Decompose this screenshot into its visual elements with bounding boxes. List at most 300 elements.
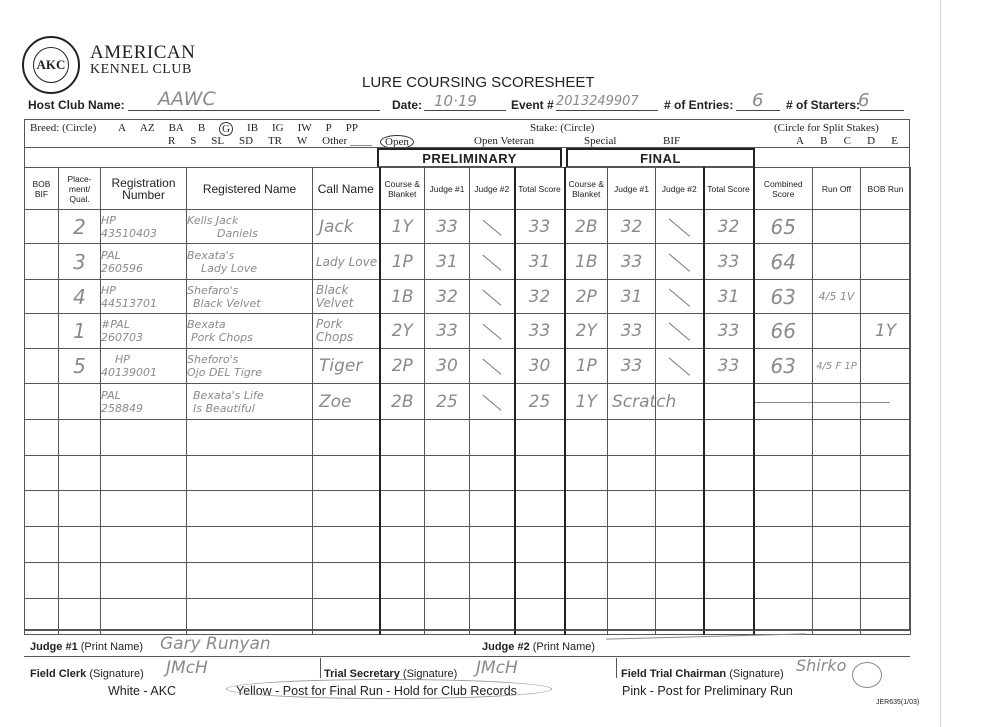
col-p-course: Course & Blanket: [380, 168, 425, 210]
breed-option[interactable]: A: [118, 122, 126, 134]
p-course-cell[interactable]: 2B: [380, 384, 425, 420]
split-label: (Circle for Split Stakes): [774, 122, 879, 134]
table-row: [25, 210, 911, 244]
strike-mark: [669, 253, 690, 271]
f-judge2-cell[interactable]: [656, 210, 704, 244]
f-total-cell[interactable]: [704, 384, 754, 420]
akc-logo: [22, 36, 80, 94]
f-judge1-cell[interactable]: 31: [608, 280, 656, 314]
breed-option[interactable]: IG: [272, 122, 284, 134]
f-total-cell[interactable]: [704, 563, 754, 599]
name-line1: Bexata's Life: [193, 388, 264, 402]
copy-yellow: Yellow - Post for Final Run - Hold for Club Records: [236, 684, 517, 698]
reg-cell[interactable]: [101, 491, 187, 527]
name-line2: Lady Love: [201, 261, 257, 275]
f-total-cell[interactable]: [704, 527, 754, 563]
p-course-cell[interactable]: [380, 420, 425, 456]
p-total-cell[interactable]: 32: [515, 280, 565, 314]
reg-number: 258849: [101, 401, 143, 415]
copy-yellow-circle: [226, 679, 552, 699]
place-cell[interactable]: 1: [59, 314, 101, 349]
reg-prefix: #PAL: [101, 318, 130, 331]
p-total-cell[interactable]: 31: [515, 244, 565, 280]
p-course-cell[interactable]: [380, 491, 425, 527]
chairman-signature[interactable]: Shirko: [796, 656, 847, 675]
host-club-line: [128, 110, 380, 111]
breed-option[interactable]: BA: [168, 122, 184, 134]
combined-cell[interactable]: [754, 456, 813, 491]
bob-cell[interactable]: [25, 210, 59, 244]
runoff-cell[interactable]: [813, 563, 861, 599]
reg-cell[interactable]: [101, 384, 187, 420]
table-row-empty: [25, 420, 911, 456]
reg-cell[interactable]: [101, 420, 187, 456]
stake-option-bif[interactable]: BIF: [663, 135, 681, 147]
f-judge2-cell[interactable]: [656, 244, 704, 280]
col-p-judge1: Judge #1: [425, 168, 470, 210]
p-judge2-cell[interactable]: [470, 349, 515, 384]
bobrun-cell[interactable]: [861, 563, 911, 599]
name-line1: Bexata's: [187, 248, 235, 262]
split-options: [796, 135, 898, 147]
name-cell[interactable]: [187, 527, 313, 563]
call-cell[interactable]: Lady Love: [313, 244, 380, 280]
judge1-name-value[interactable]: Gary Runyan: [160, 634, 271, 654]
bob-cell[interactable]: [25, 420, 59, 456]
org-name-line1: AMERICAN: [90, 42, 196, 63]
f-course-cell[interactable]: 1P: [565, 349, 608, 384]
reg-cell[interactable]: [101, 456, 187, 491]
combined-cell[interactable]: 63: [754, 280, 813, 314]
p-total-cell[interactable]: 33: [515, 210, 565, 244]
footer-divider-2: [24, 656, 910, 657]
col-bobrun: BOB Run: [861, 168, 911, 210]
breed-option[interactable]: SD: [238, 135, 254, 147]
name-cell[interactable]: [187, 420, 313, 456]
place-cell[interactable]: 3: [59, 244, 101, 280]
name-line1: Sheforo's: [187, 353, 239, 366]
f-judge2-cell[interactable]: [656, 420, 704, 456]
call-cell[interactable]: [313, 491, 380, 527]
final-header: FINAL: [566, 148, 755, 167]
call-cell[interactable]: [313, 420, 380, 456]
breed-option[interactable]: W: [296, 135, 308, 147]
place-cell[interactable]: [59, 456, 101, 491]
judge2-block: [482, 641, 595, 653]
p-course-cell[interactable]: 1Y: [380, 210, 425, 244]
name-cell[interactable]: [187, 244, 313, 280]
p-judge1-cell[interactable]: [425, 563, 470, 599]
bobrun-cell[interactable]: [861, 491, 911, 527]
judge1-label: Judge #1: [30, 641, 78, 653]
place-cell[interactable]: 2: [59, 210, 101, 244]
clerk-signature[interactable]: JMcH: [166, 658, 208, 678]
call-cell[interactable]: [313, 527, 380, 563]
name-line2: Is Beautiful: [193, 401, 255, 415]
name-cell[interactable]: [187, 563, 313, 599]
reg-cell[interactable]: [101, 314, 187, 349]
runoff-cell[interactable]: [813, 244, 861, 280]
runoff-cell[interactable]: [813, 314, 861, 349]
reg-number: 40139001: [101, 366, 157, 379]
runoff-cell[interactable]: [813, 527, 861, 563]
f-course-cell[interactable]: 2B: [565, 210, 608, 244]
host-club-value: AAWC: [158, 88, 216, 110]
name-cell[interactable]: [187, 456, 313, 491]
breed-option[interactable]: R: [168, 135, 176, 147]
judge1-block: [30, 641, 143, 653]
name-line1: Kells Jack: [187, 213, 239, 227]
name-line1: Shefaro's: [187, 283, 239, 297]
runoff-cell[interactable]: [813, 210, 861, 244]
f-judge2-cell[interactable]: [656, 491, 704, 527]
reg-number: 260703: [101, 331, 143, 344]
col-f-judge1: Judge #1: [608, 168, 656, 210]
breed-option[interactable]: Other ____: [322, 135, 372, 147]
p-judge2-cell[interactable]: [470, 314, 515, 349]
f-judge2-cell[interactable]: [656, 527, 704, 563]
bobrun-cell[interactable]: [861, 384, 911, 420]
p-total-cell[interactable]: [515, 420, 565, 456]
call-cell[interactable]: Jack: [313, 210, 380, 244]
p-judge2-cell[interactable]: [470, 563, 515, 599]
reg-number: 44513701: [101, 296, 157, 310]
combined-cell[interactable]: [754, 420, 813, 456]
p-judge2-cell[interactable]: [470, 491, 515, 527]
col-f-course: Course & Blanket: [565, 168, 608, 210]
runoff-cell[interactable]: [813, 384, 861, 420]
f-judge1-cell[interactable]: [608, 563, 656, 599]
p-judge1-cell[interactable]: 33: [425, 210, 470, 244]
table-row: [25, 314, 911, 349]
call-cell[interactable]: Pork Chops: [313, 314, 380, 349]
name-cell[interactable]: [187, 314, 313, 349]
col-reg: Registration Number: [101, 168, 187, 210]
runoff-cell[interactable]: 4/5 1V: [813, 280, 861, 314]
p-judge1-cell[interactable]: [425, 420, 470, 456]
p-total-cell[interactable]: 30: [515, 349, 565, 384]
f-total-cell[interactable]: 32: [704, 210, 754, 244]
name-line2: Daniels: [217, 226, 258, 240]
col-call: Call Name: [313, 168, 380, 210]
strike-mark: [482, 289, 501, 305]
name-line1: Bexata: [187, 318, 226, 331]
breed-row1: [118, 122, 358, 136]
runoff-cell[interactable]: [813, 420, 861, 456]
name-line2: Ojo DEL Tigre: [187, 366, 263, 379]
f-judge2-cell[interactable]: [656, 314, 704, 349]
bobrun-cell[interactable]: [861, 210, 911, 244]
breed-option[interactable]: SL: [211, 135, 225, 147]
f-judge1-cell[interactable]: 33: [608, 314, 656, 349]
name-line2: Pork Chops: [191, 331, 253, 344]
breed-option[interactable]: TR: [267, 135, 282, 147]
bobrun-cell[interactable]: [861, 349, 911, 384]
combined-cell[interactable]: 63: [754, 349, 813, 384]
form-code: JER635(1/03): [876, 699, 920, 706]
reg-cell[interactable]: [101, 244, 187, 280]
scratch-line: [861, 402, 890, 403]
reg-prefix: PAL: [101, 248, 121, 262]
table-row-empty: [25, 491, 911, 527]
header-row: [25, 168, 911, 210]
event-label: Event #: [511, 98, 554, 112]
bob-cell[interactable]: [25, 384, 59, 420]
akc-logo-center: AKC: [33, 47, 69, 83]
p-judge1-cell[interactable]: 31: [425, 244, 470, 280]
p-course-cell[interactable]: [380, 563, 425, 599]
combined-cell[interactable]: 65: [754, 210, 813, 244]
bob-cell[interactable]: [25, 527, 59, 563]
breed-option[interactable]: PP: [345, 122, 358, 134]
p-total-cell[interactable]: [515, 491, 565, 527]
runoff-cell[interactable]: [813, 456, 861, 491]
call-cell[interactable]: Tiger: [313, 349, 380, 384]
place-cell[interactable]: 5: [59, 349, 101, 384]
chairman-hint: (Signature): [729, 668, 784, 680]
p-course-cell[interactable]: 1P: [380, 244, 425, 280]
p-total-cell[interactable]: [515, 563, 565, 599]
stake-option-open-veteran[interactable]: Open Veteran: [474, 135, 534, 147]
scratch-line: [813, 402, 860, 403]
stake-option-open[interactable]: Open: [380, 135, 414, 149]
secretary-hint: (Signature): [402, 668, 458, 680]
f-course-cell[interactable]: 1B: [565, 244, 608, 280]
sig-divider-1: [320, 658, 321, 678]
score-table: [24, 167, 911, 635]
runoff-cell[interactable]: [813, 491, 861, 527]
split-option[interactable]: A: [796, 135, 804, 147]
breed-row2: [168, 135, 372, 147]
bobrun-cell[interactable]: [861, 527, 911, 563]
clerk-block: [30, 668, 144, 680]
breed-option[interactable]: B: [197, 122, 206, 134]
bobrun-cell[interactable]: [861, 420, 911, 456]
name-cell[interactable]: [187, 210, 313, 244]
p-course-cell[interactable]: [380, 527, 425, 563]
f-total-cell[interactable]: 33: [704, 349, 754, 384]
f-judge1-cell[interactable]: 32: [608, 210, 656, 244]
f-course-cell[interactable]: 1Y: [565, 384, 608, 420]
strike-mark: [669, 323, 690, 341]
starters-label: # of Starters:: [786, 98, 861, 112]
bob-cell[interactable]: [25, 491, 59, 527]
name-cell[interactable]: [187, 280, 313, 314]
p-judge1-cell[interactable]: 25: [425, 384, 470, 420]
p-judge2-cell[interactable]: [470, 456, 515, 491]
f-judge1-cell[interactable]: [608, 527, 656, 563]
reg-number: 43510403: [101, 226, 157, 240]
name-cell[interactable]: [187, 491, 313, 527]
bob-cell[interactable]: [25, 456, 59, 491]
reg-prefix: PAL: [101, 388, 121, 402]
combined-cell[interactable]: [754, 527, 813, 563]
f-total-cell[interactable]: 31: [704, 280, 754, 314]
f-judge2-cell[interactable]: [656, 280, 704, 314]
bob-cell[interactable]: [25, 314, 59, 349]
col-runoff: Run Off: [813, 168, 861, 210]
call-cell[interactable]: [313, 563, 380, 599]
f-judge1-cell[interactable]: Scratch: [608, 384, 656, 420]
f-course-cell[interactable]: [565, 563, 608, 599]
p-course-cell[interactable]: 1B: [380, 280, 425, 314]
footer-divider: [24, 630, 910, 631]
breed-label: Breed: (Circle): [30, 122, 97, 134]
combined-cell[interactable]: [754, 384, 813, 420]
bob-cell[interactable]: [25, 280, 59, 314]
bob-cell[interactable]: [25, 349, 59, 384]
col-bob: BOB BIF: [25, 168, 59, 210]
p-judge2-cell[interactable]: [470, 384, 515, 420]
combined-cell[interactable]: [754, 563, 813, 599]
combined-cell[interactable]: 66: [754, 314, 813, 349]
p-course-cell[interactable]: 2P: [380, 349, 425, 384]
table-row: [25, 244, 911, 280]
bobrun-cell[interactable]: 1Y: [861, 314, 911, 349]
place-cell[interactable]: [59, 527, 101, 563]
bobrun-cell[interactable]: [861, 280, 911, 314]
strike-mark: [482, 394, 501, 410]
f-course-cell[interactable]: [565, 527, 608, 563]
reg-cell[interactable]: [101, 280, 187, 314]
p-total-cell[interactable]: 25: [515, 384, 565, 420]
f-total-cell[interactable]: [704, 420, 754, 456]
p-judge2-cell[interactable]: [470, 280, 515, 314]
split-option[interactable]: C: [843, 135, 851, 147]
breed-option[interactable]: S: [190, 135, 197, 147]
place-cell[interactable]: [59, 563, 101, 599]
p-judge1-cell[interactable]: [425, 491, 470, 527]
f-judge1-cell[interactable]: [608, 491, 656, 527]
f-course-cell[interactable]: [565, 491, 608, 527]
strike-mark: [482, 324, 501, 340]
f-judge1-cell[interactable]: [608, 420, 656, 456]
call-cell[interactable]: Black Velvet: [313, 280, 380, 314]
judge2-label: Judge #2: [482, 641, 530, 653]
f-total-cell[interactable]: [704, 456, 754, 491]
p-judge1-cell[interactable]: 30: [425, 349, 470, 384]
p-total-cell[interactable]: [515, 527, 565, 563]
reg-cell[interactable]: [101, 349, 187, 384]
strike-mark: [669, 288, 690, 306]
p-total-cell[interactable]: [515, 456, 565, 491]
reg-prefix: HP: [115, 353, 130, 366]
f-judge2-cell[interactable]: [656, 563, 704, 599]
split-option[interactable]: B: [820, 135, 828, 147]
place-cell[interactable]: [59, 384, 101, 420]
col-f-judge2: Judge #2: [656, 168, 704, 210]
name-cell[interactable]: [187, 349, 313, 384]
breed-option-circled[interactable]: G: [219, 122, 233, 136]
starters-value: 6: [858, 90, 870, 111]
clerk-label: Field Clerk: [30, 668, 87, 680]
f-judge1-cell[interactable]: 33: [608, 349, 656, 384]
f-total-cell[interactable]: [704, 491, 754, 527]
p-course-cell[interactable]: [380, 456, 425, 491]
split-option[interactable]: E: [891, 135, 898, 147]
breed-option[interactable]: IW: [297, 122, 312, 134]
place-cell[interactable]: [59, 420, 101, 456]
strike-mark: [669, 358, 690, 376]
date-label: Date:: [392, 98, 423, 112]
table-row-empty: [25, 456, 911, 491]
split-option[interactable]: D: [867, 135, 876, 147]
f-judge2-cell[interactable]: [656, 456, 704, 491]
bobrun-cell[interactable]: [861, 244, 911, 280]
f-course-cell[interactable]: [565, 420, 608, 456]
f-course-cell[interactable]: [565, 456, 608, 491]
call-cell[interactable]: [313, 456, 380, 491]
strike-mark: [482, 254, 501, 270]
f-course-cell[interactable]: 2Y: [565, 314, 608, 349]
entries-value: 6: [752, 90, 764, 111]
breed-option[interactable]: P: [325, 122, 332, 134]
date-value: 10·19: [434, 92, 477, 110]
secretary-signature[interactable]: JMcH: [476, 658, 518, 678]
call-cell[interactable]: Zoe: [313, 384, 380, 420]
judge2-hint: (Print Name): [532, 641, 596, 653]
copy-pink: Pink - Post for Preliminary Run: [622, 684, 793, 698]
preliminary-header: PRELIMINARY: [377, 148, 562, 167]
reg-prefix: HP: [101, 283, 116, 297]
stake-option-special[interactable]: Special: [584, 135, 617, 147]
p-judge2-cell[interactable]: [470, 527, 515, 563]
chairman-block: [621, 668, 784, 680]
p-judge2-cell[interactable]: [470, 210, 515, 244]
breed-option[interactable]: AZ: [139, 122, 155, 134]
p-judge2-cell[interactable]: [470, 244, 515, 280]
p-judge1-cell[interactable]: [425, 527, 470, 563]
col-place: Place-ment/ Qual.: [59, 168, 101, 210]
p-course-cell[interactable]: 2Y: [380, 314, 425, 349]
breed-option[interactable]: IB: [247, 122, 259, 134]
reg-cell[interactable]: [101, 563, 187, 599]
col-combined: Combined Score: [754, 168, 813, 210]
p-total-cell[interactable]: 33: [515, 314, 565, 349]
place-cell[interactable]: 4: [59, 280, 101, 314]
combined-cell[interactable]: 64: [754, 244, 813, 280]
f-judge1-cell[interactable]: [608, 456, 656, 491]
p-judge1-cell[interactable]: 32: [425, 280, 470, 314]
scratch-line: [755, 402, 813, 403]
f-judge1-cell[interactable]: 33: [608, 244, 656, 280]
f-judge2-cell[interactable]: [656, 349, 704, 384]
secretary-label: Trial Secretary: [324, 668, 400, 680]
table-row: [25, 384, 911, 420]
table-row-empty: [25, 563, 911, 599]
p-judge2-cell[interactable]: [470, 420, 515, 456]
p-judge1-cell[interactable]: 33: [425, 314, 470, 349]
f-total-cell[interactable]: 33: [704, 244, 754, 280]
f-course-cell[interactable]: 2P: [565, 280, 608, 314]
col-f-total: Total Score: [704, 168, 754, 210]
place-cell[interactable]: [59, 491, 101, 527]
combined-cell[interactable]: [754, 491, 813, 527]
bob-cell[interactable]: [25, 244, 59, 280]
reg-cell[interactable]: [101, 210, 187, 244]
chairman-signature-loop: [852, 662, 882, 688]
name-cell[interactable]: [187, 384, 313, 420]
f-total-cell[interactable]: 33: [704, 314, 754, 349]
reg-cell[interactable]: [101, 527, 187, 563]
page-edge: [940, 0, 941, 727]
chairman-label: Field Trial Chairman: [621, 668, 727, 680]
bob-cell[interactable]: [25, 563, 59, 599]
date-line: [424, 110, 506, 111]
bobrun-cell[interactable]: [861, 456, 911, 491]
runoff-cell[interactable]: 4/5 F 1P: [813, 349, 861, 384]
p-judge1-cell[interactable]: [425, 456, 470, 491]
